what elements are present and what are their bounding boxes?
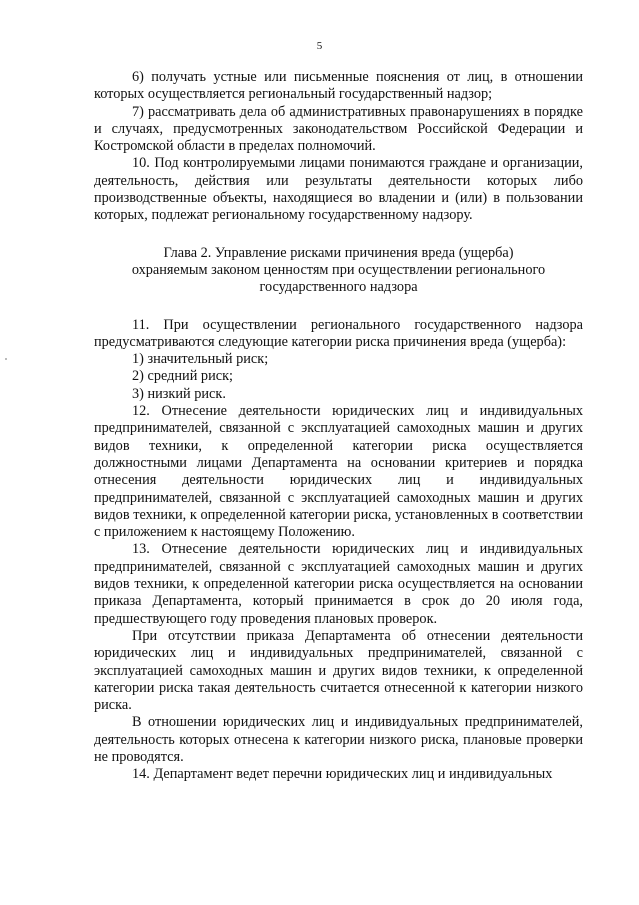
chapter-heading [94,245,583,297]
paragraph-14: 14. Департамент ведет перечни юридических лиц и индивидуальных [132,766,553,783]
chapter-heading-line-2: охраняемым законом ценностям при осуществлении регионального [131,261,546,278]
page-number: 5 [316,40,323,52]
paragraph-13: 13. Отнесение деятельности юридических лиц и индивидуальных предпринимателей, связанной с эксплуатацией самоходных машин и других видов техники, к определенной категории риска осуществляется на основании приказа Департамента, который принимается в срок до 20 июля года, предшествующего году проведения плановых проверок. [94,541,583,627]
paragraph-6: 6) получать устные или письменные пояснения от лиц, в отношении которых осуществляется региональный государственный надзор; [94,69,583,103]
paragraph-11: 11. При осуществлении регионального государственного надзора предусматриваются следующие категории риска причинения вреда (ущерба): [94,316,583,350]
paragraph-10: 10. Под контролируемыми лицами понимаются граждане и организации, деятельность, действия или результаты деятельности которых либо производственные объекты, находящиеся во владении и (или) в пользовании которых, подлежат региональному государственному надзору. [94,155,583,224]
document-body [94,69,583,784]
chapter-heading-line-1: Глава 2. Управление рисками причинения вреда (ущерба) [163,244,514,261]
paragraph-13-low-risk: В отношении юридических лиц и индивидуальных предпринимателей, деятельность которых отнесена к категории низкого риска, плановые проверки не проводятся. [94,714,583,765]
paragraph-13-absence: При отсутствии приказа Департамента об отнесении деятельности юридических лиц и индивидуальных предпринимателей, связанной с эксплуатацией самоходных машин и других видов техники, к определенной категории риска такая деятельность считается отнесенной к категории низкого риска. [94,627,583,714]
risk-item-low: 3) низкий риск. [132,385,226,402]
paragraph-7: 7) рассматривать дела об административных правонарушениях в порядке и случаях, предусмотренных законодательством Российской Федерации и Костромской области в пределах полномочий. [94,103,583,155]
risk-item-medium: 2) средний риск; [132,368,233,385]
paragraph-12: 12. Отнесение деятельности юридических лиц и индивидуальных предпринимателей, связанной с эксплуатацией самоходных машин и других видов техники, к определенной категории риска осуществляется должностными лицами Департамента на основании критериев и порядка отнесения деятельности юридических лиц и индивидуальных предпринимателей, связанной с эксплуатацией самоходных машин и других видов техники, к определенной категории риска, установленных в соответствии с приложением к настоящему Положению. [94,403,583,541]
risk-item-significant: 1) значительный риск; [132,351,269,368]
chapter-heading-line-3: государственного надзора [259,279,418,296]
scan-mark [5,358,7,360]
